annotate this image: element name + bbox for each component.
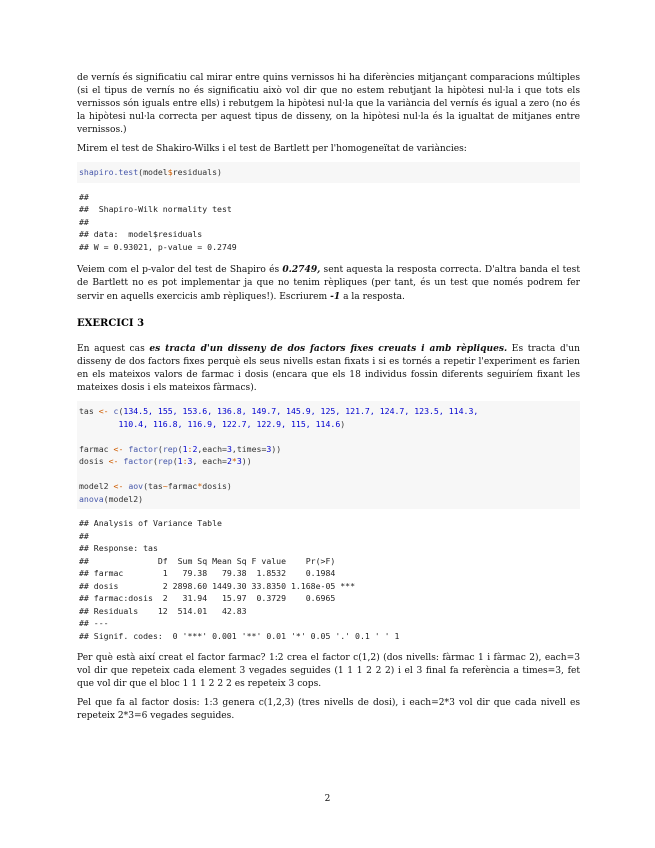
- output-line: ## Shapiro-Wilk normality test: [79, 204, 232, 214]
- code-line: tas <- c(134.5, 155, 153.6, 136.8, 149.7, 145.9, 125, 121.7, 124.7, 123.5, 114.3,: [79, 406, 479, 416]
- output-line: ## W = 0.93021, p-value = 0.2749: [79, 241, 237, 252]
- section-heading: EXERCICI 3: [77, 318, 145, 329]
- paragraph-varnish-conclusion: de vernís és significatiu cal mirar entre quins vernissos hi ha diferències mitjançant comparacions múltiples (si el tipus de vernís no és significatiu això vol dir que no estem rebutjant la hipòtesi nul·la i que tots els vernissos són iguals entre ells) i rebutgem la hipòtesi nul·la que la variància del vernís és igual a zero (no és la hipòtesi nul·la correcta per aquest tipus de disseny, on la hipòtesi nul·la és la igualtat de mitjanes entre vernissos.): [77, 73, 580, 135]
- output-line: ## Response: tas: [79, 543, 158, 553]
- output-block-shapiro: [79, 191, 580, 254]
- paragraph-design-description: En aquest cas es tracta d'un disseny de dos factors fixes creuats i amb rèpliques. Es tracta d'un disseny de dos factors fixes perquè els seus nivells estan fixats i si es tornés a repetir l'experiment es farien en els mateixos valors de farmac i dosis (encara que els 18 individus fossin diferents seguiríem fixant les mateixes dosis i els mateixos fàrmacs).: [77, 343, 580, 393]
- document-page: [77, 72, 580, 729]
- output-line: ## ---: [79, 618, 109, 628]
- code-line: farmac <- factor(rep(1:2,each=3,times=3)): [79, 443, 282, 454]
- output-line: ## Signif. codes: 0 '***' 0.001 '**' 0.01 '*' 0.05 '.' 0.1 ' ' 1: [79, 630, 400, 641]
- output-line: ## farmac 1 79.38 79.38 1.8532 0.1984: [79, 568, 336, 578]
- output-line: ## Residuals 12 514.01 42.83: [79, 605, 247, 616]
- output-line: ##: [79, 216, 89, 227]
- output-line: ## Df Sum Sq Mean Sq F value Pr(>F): [79, 555, 336, 566]
- output-line: ## Analysis of Variance Table: [79, 518, 222, 528]
- paragraph-dosis-explanation: Pel que fa al factor dosis: 1:3 genera c(1,2,3) (tres nivells de dosi), i each=2*3 vol dir que cada nivell es repeteix 2*3=6 vegades seguides.: [77, 698, 580, 721]
- code-line: anova(model2): [79, 493, 144, 504]
- paragraph-farmac-explanation: Per què està així creat el factor farmac? 1:2 crea el factor c(1,2) (dos nivells: fàrmac 1 i fàrmac 2), each=3 vol dir que repeteix cada element 3 vegades seguides (1 1 1 2 2 2) i el 3 final fa referència a times=3, fet que vol dir que el bloc 1 1 1 2 2 2 es repeteix 3 cops.: [77, 653, 580, 689]
- code-line: model2 <- aov(tas~farmac*dosis): [79, 481, 232, 491]
- code-block-shapiro: shapiro.test(model$residuals): [77, 162, 580, 183]
- code-line: dosis <- factor(rep(1:3, each=2*3)): [79, 456, 252, 466]
- output-line: ## farmac:dosis 2 31.94 15.97 0.3729 0.6965: [79, 593, 336, 603]
- code-block-model: [77, 401, 580, 509]
- paragraph-shapiro-result: Veiem com el p-valor del test de Shapiro és 0.2749, sent aquesta la resposta correcta. D'altra banda el test de Bartlett no es pot implementar ja que no tenim rèpliques (per tant, és un test que només podrem fer servir en aquells exercicis amb rèpliques!). Escriurem -1 a la resposta.: [77, 264, 580, 302]
- output-line: ##: [79, 191, 89, 202]
- output-line: ##: [79, 530, 89, 541]
- page-number: 2: [324, 794, 331, 804]
- code-line: 110.4, 116.8, 116.9, 122.7, 122.9, 115, 114.6): [118, 418, 346, 429]
- paragraph-tests-intro: Mirem el test de Shakiro-Wilks i el test de Bartlett per l'homogeneïtat de variàncies:: [77, 144, 467, 154]
- output-line: ## data: model$residuals: [79, 229, 203, 239]
- output-block-anova: [79, 517, 580, 642]
- output-line: ## dosis 2 2898.60 1449.30 33.8350 1.168e-05 ***: [79, 580, 356, 591]
